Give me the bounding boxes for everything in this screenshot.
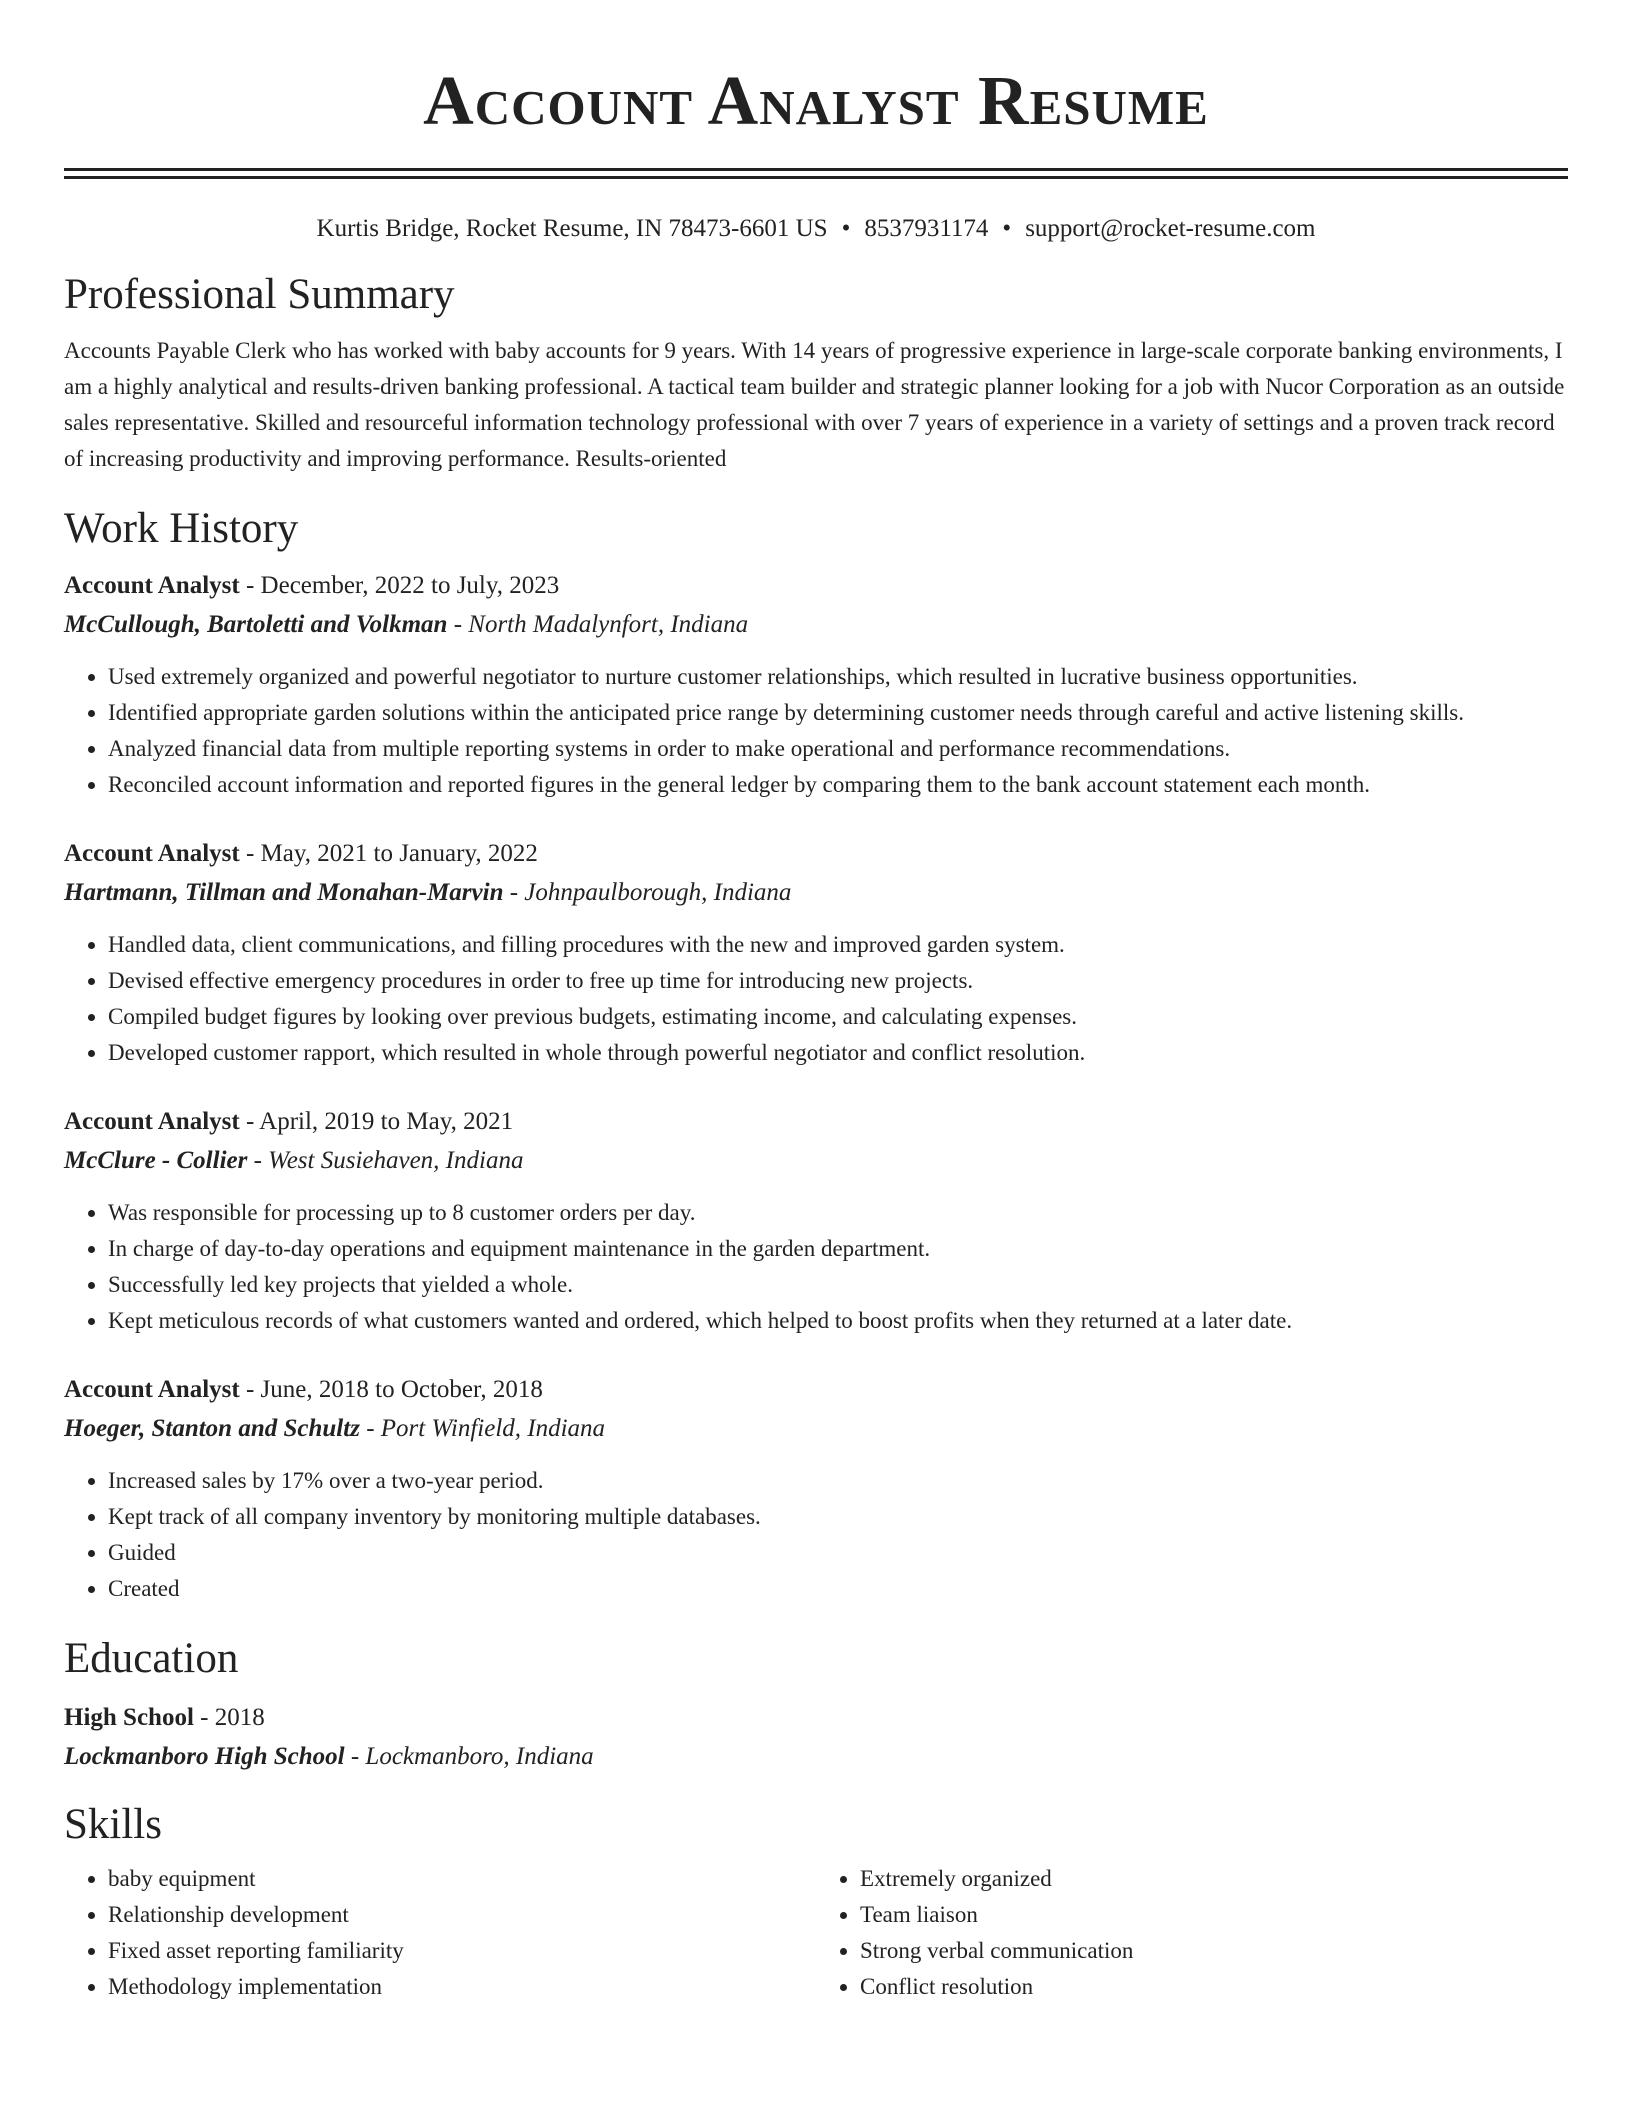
work-history-heading: Work History xyxy=(64,505,299,552)
contact-address: Kurtis Bridge, Rocket Resume, IN 78473-6601 US xyxy=(316,215,828,242)
job-entry xyxy=(64,835,1568,1071)
list-item: • Was responsible for processing up to 8 customer orders per day. xyxy=(108,1195,1568,1231)
job-dates: - April, 2019 to May, 2021 xyxy=(239,1108,514,1135)
job-location: - North Madalynfort, Indiana xyxy=(447,611,749,638)
title-divider xyxy=(64,168,1568,179)
skills-column-right xyxy=(816,1861,1568,2005)
job-company-line xyxy=(64,1409,1568,1449)
job-company-line xyxy=(64,873,1568,913)
skill-item: • Conflict resolution xyxy=(860,1969,1568,2005)
job-title-line xyxy=(64,1103,1568,1141)
education-location: - Lockmanboro, Indiana xyxy=(344,1743,594,1770)
skills-list xyxy=(64,1861,1568,2005)
contact-email: support@rocket-resume.com xyxy=(1025,215,1316,242)
job-location: - Johnpaulborough, Indiana xyxy=(503,879,792,906)
list-item: • Kept meticulous records of what customers wanted and ordered, which helped to boost profits when they returned at a later date. xyxy=(108,1303,1568,1339)
job-title: Account Analyst xyxy=(64,840,240,867)
job-location: - Port Winfield, Indiana xyxy=(359,1415,606,1442)
job-company: Hartmann, Tillman and Monahan-Marvin xyxy=(64,879,504,906)
list-item: • Successfully led key projects that yielded a whole. xyxy=(108,1267,1568,1303)
job-title: Account Analyst xyxy=(64,572,240,599)
contact-separator: • xyxy=(841,215,851,242)
job-bullets xyxy=(64,1195,1568,1339)
job-company: McClure - Collier xyxy=(64,1147,248,1174)
list-item: • Analyzed financial data from multiple reporting systems in order to make operational and performance recommendations. xyxy=(108,731,1568,767)
skill-item: • Methodology implementation xyxy=(108,1969,816,2005)
skill-item: • Fixed asset reporting familiarity xyxy=(108,1933,816,1969)
job-location: - West Susiehaven, Indiana xyxy=(247,1147,524,1174)
job-company: Hoeger, Stanton and Schultz xyxy=(64,1415,360,1442)
job-title: Account Analyst xyxy=(64,1376,240,1403)
job-company: McCullough, Bartoletti and Volkman xyxy=(64,611,448,638)
skill-item: • Strong verbal communication xyxy=(860,1933,1568,1969)
summary-heading: Professional Summary xyxy=(64,271,455,318)
job-company-line xyxy=(64,605,1568,645)
skill-item: • baby equipment xyxy=(108,1861,816,1897)
skill-item: • Extremely organized xyxy=(860,1861,1568,1897)
job-entry xyxy=(64,567,1568,803)
page-title: Account Analyst Resume xyxy=(423,63,1209,140)
job-title: Account Analyst xyxy=(64,1108,240,1135)
list-item: • Used extremely organized and powerful negotiator to nurture customer relationships, which resulted in lucrative business opportunities. xyxy=(108,659,1568,695)
job-bullets xyxy=(64,1463,1568,1607)
job-dates: - December, 2022 to July, 2023 xyxy=(239,572,560,599)
job-title-line xyxy=(64,1371,1568,1409)
list-item: • Devised effective emergency procedures in order to free up time for introducing new projects. xyxy=(108,963,1568,999)
education-year: - 2018 xyxy=(193,1704,265,1731)
skills-column-left xyxy=(64,1861,816,2005)
job-dates: - June, 2018 to October, 2018 xyxy=(239,1376,543,1403)
list-item: • Compiled budget figures by looking over previous budgets, estimating income, and calculating expenses. xyxy=(108,999,1568,1035)
education-degree: High School xyxy=(64,1704,194,1731)
summary-text: Accounts Payable Clerk who has worked with baby accounts for 9 years. With 14 years of progressive experience in large-scale corporate banking environments, I am a highly analytical and results-driven banking professional. A tactical team builder and strategic planner looking for a job with Nucor Corporation as an outside sales representative. Skilled and resourceful information technology professional with over 7 years of experience in a variety of settings and a proven track record of increasing productivity and improving performance. Results-oriented xyxy=(64,338,1565,471)
job-company-line xyxy=(64,1141,1568,1181)
job-bullets xyxy=(64,927,1568,1071)
job-title-line xyxy=(64,567,1568,605)
list-item: • Reconciled account information and reported figures in the general ledger by comparing them to the bank account statement each month. xyxy=(108,767,1568,803)
education-entry xyxy=(64,1699,1568,1777)
list-item: • Developed customer rapport, which resulted in whole through powerful negotiator and conflict resolution. xyxy=(108,1035,1568,1071)
list-item: • Created xyxy=(108,1571,1568,1607)
contact-separator: • xyxy=(1002,215,1012,242)
list-item: • Kept track of all company inventory by monitoring multiple databases. xyxy=(108,1499,1568,1535)
skills-heading: Skills xyxy=(64,1801,162,1848)
education-school: Lockmanboro High School xyxy=(64,1743,345,1770)
list-item: • Guided xyxy=(108,1535,1568,1571)
list-item: • In charge of day-to-day operations and equipment maintenance in the garden department. xyxy=(108,1231,1568,1267)
job-title-line xyxy=(64,835,1568,873)
education-degree-line xyxy=(64,1699,1568,1737)
list-item: • Identified appropriate garden solutions within the anticipated price range by determining customer needs through careful and active listening skills. xyxy=(108,695,1568,731)
job-bullets xyxy=(64,659,1568,803)
job-entry xyxy=(64,1371,1568,1607)
job-entry xyxy=(64,1103,1568,1339)
skill-item: • Team liaison xyxy=(860,1897,1568,1933)
contact-phone: 8537931174 xyxy=(864,215,989,242)
skill-item: • Relationship development xyxy=(108,1897,816,1933)
contact-line xyxy=(64,213,1568,245)
list-item: • Increased sales by 17% over a two-year period. xyxy=(108,1463,1568,1499)
education-heading: Education xyxy=(64,1635,239,1682)
job-dates: - May, 2021 to January, 2022 xyxy=(239,840,538,867)
list-item: • Handled data, client communications, and filling procedures with the new and improved garden system. xyxy=(108,927,1568,963)
education-school-line xyxy=(64,1737,1568,1777)
